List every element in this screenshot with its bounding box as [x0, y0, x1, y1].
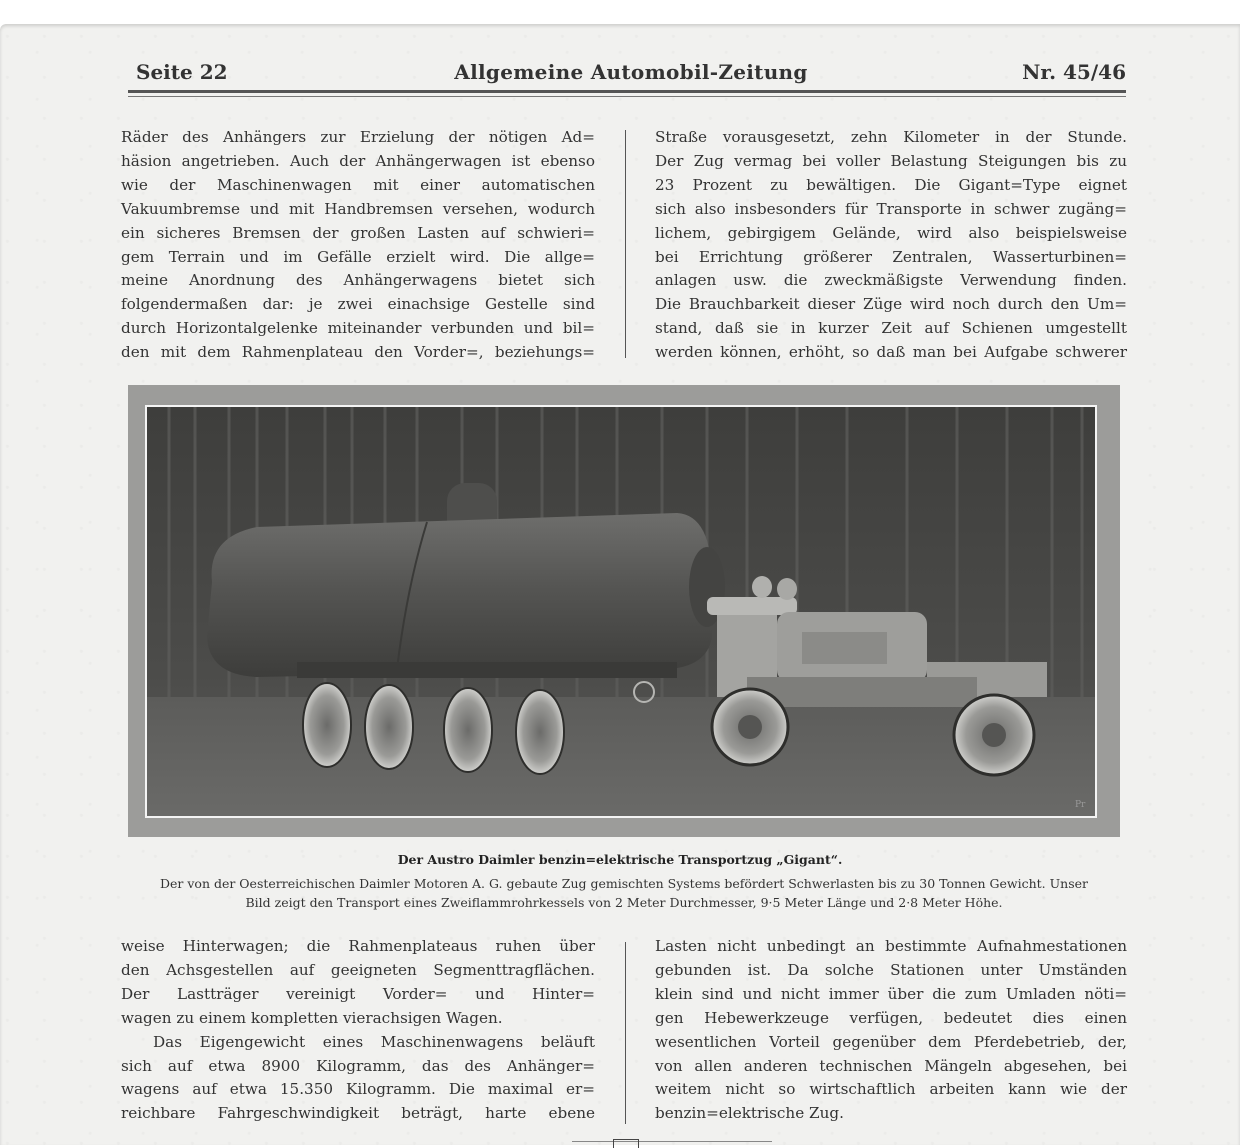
column-divider-bottom: [625, 942, 626, 1124]
text-line: durch Horizontalgelenke miteinander verbunden und bil=: [121, 319, 595, 338]
text-line: bei Errichtung größerer Zentralen, Wasserturbinen=: [655, 247, 1127, 266]
text-line: Straße vorausgesetzt, zehn Kilometer in der Stunde.: [655, 128, 1127, 146]
figure-caption-title: Der Austro Daimler benzin=elektrische Transportzug „Gigant“.: [397, 852, 843, 867]
text-line: 23 Prozent zu bewältigen. Die Gigant=Type eignet: [655, 175, 1127, 194]
text-column-top-right: [655, 126, 1127, 365]
photographer-mark: Pr: [1075, 800, 1086, 810]
text-line: meine Anordnung des Anhängerwagens bietet sich: [121, 271, 595, 290]
text-line: werden können, erhöht, so daß man bei Aufgabe schwerer: [655, 343, 1127, 362]
text-line: Der Zug vermag bei voller Belastung Steigungen bis zu: [655, 151, 1127, 170]
text-line: anlagen usw. die zweckmäßigste Verwendung finden.: [655, 271, 1127, 290]
text-line: gem Terrain und im Gefälle erzielt wird. Die allge=: [121, 247, 595, 266]
text-line: den mit dem Rahmenplateau den Vorder=, beziehungs=: [121, 343, 595, 362]
text-line: den Achsgestellen auf geeigneten Segmenttragflächen.: [121, 960, 595, 979]
text-line: Der Lastträger vereinigt Vorder= und Hinter=: [121, 984, 595, 1003]
text-line: folgendermaßen dar: je zwei einachsige Gestelle sind: [121, 295, 595, 314]
page-header: [136, 60, 1126, 88]
text-line: gebunden ist. Da solche Stationen unter Umständen: [655, 960, 1127, 979]
header-rule-thin: [128, 96, 1126, 97]
text-line: weitem nicht so wirtschaftlich arbeiten kann wie der: [655, 1080, 1127, 1099]
text-line: Vakuumbremse und mit Handbremsen versehen, wodurch: [121, 199, 595, 218]
text-line: lichem, gebirgigem Gelände, wird also beispielsweise: [655, 223, 1127, 242]
text-line: wagen zu einem kompletten vierachsigen Wagen.: [121, 1008, 503, 1027]
caption-line: Der von der Oesterreichischen Daimler Motoren A. G. gebaute Zug gemischten Systems befördert Schwerlasten bis zu 30 Tonnen Gewicht. Unser: [159, 876, 1089, 891]
text-column-bottom-left: [121, 935, 595, 1126]
caption-line: Bild zeigt den Transport eines Zweiflammrohrkessels von 2 Meter Durchmesser, 9·5 Meter Länge und 2·8 Meter Höhe.: [245, 895, 1003, 910]
text-line: sich auf etwa 8900 Kilogramm, das des Anhänger=: [121, 1056, 595, 1075]
text-line: stand, daß sie in kurzer Zeit auf Schienen umgestellt: [655, 319, 1127, 338]
text-line: wagens auf etwa 15.350 Kilogramm. Die maximal er=: [121, 1080, 595, 1099]
text-line: sich also insbesonders für Transporte in schwer zugäng=: [655, 199, 1127, 218]
text-line: wie der Maschinenwagen mit einer automatischen: [121, 175, 595, 194]
footer-ornament: [613, 1139, 639, 1148]
text-column-bottom-right: [655, 935, 1127, 1126]
text-line: häsion angetrieben. Auch der Anhängerwagen ist ebenso: [121, 151, 595, 170]
text-line: Lasten nicht unbedingt an bestimmte Aufnahmestationen: [655, 937, 1127, 955]
grass-ground: [147, 697, 1095, 816]
trailer-frame: [297, 662, 677, 678]
text-line: Räder des Anhängers zur Erzielung der nötigen Ad=: [121, 128, 595, 146]
column-divider-top: [625, 130, 626, 358]
figure-caption-body: [134, 874, 1114, 912]
gigant-transport-photo: [145, 405, 1097, 818]
boiler-cylinder: [207, 513, 712, 677]
text-line: ein sicheres Bremsen der großen Lasten auf schwieri=: [121, 223, 595, 242]
text-line: von allen anderen technischen Mängeln abgesehen, bei: [655, 1056, 1127, 1075]
footer-rule: [572, 1141, 772, 1142]
text-line: benzin=elektrische Zug.: [655, 1104, 844, 1123]
header-rule-thick: [128, 90, 1126, 93]
text-line: klein sind und nicht immer über die zum Umladen nöti=: [655, 984, 1127, 1003]
publication-title: Allgemeine Automobil-Zeitung: [454, 60, 808, 84]
text-line: Das Eigengewicht eines Maschinenwagens beläuft: [153, 1032, 595, 1051]
text-line: wesentlichen Vorteil gegenüber dem Pferdebetrieb, der,: [655, 1032, 1127, 1051]
text-line: Die Brauchbarkeit dieser Züge wird noch durch den Um=: [655, 295, 1127, 314]
text-line: gen Hebewerkzeuge verfügen, bedeutet dies einen: [655, 1008, 1127, 1027]
text-column-top-left: [121, 126, 595, 365]
text-line: reichbare Fahrgeschwindigkeit beträgt, harte ebene: [121, 1104, 595, 1123]
issue-number: Nr. 45/46: [1022, 60, 1126, 84]
text-line: weise Hinterwagen; die Rahmenplateaus ruhen über: [121, 937, 595, 955]
page-number: Seite 22: [136, 60, 228, 84]
